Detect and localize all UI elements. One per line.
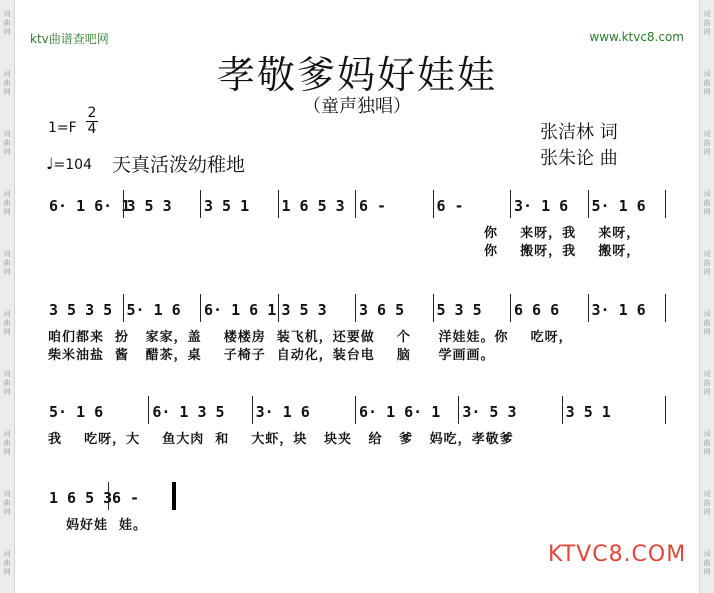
measure-notes: 6· 1 3 5 [152,403,225,421]
notation-line [46,482,668,516]
bar-line [665,190,666,218]
measure [253,396,356,430]
measure [434,294,512,328]
measure [279,190,357,224]
song-title: 孝敬爹妈好娃娃 [216,53,497,97]
measure-notes: 3· 1 6 [255,403,310,421]
time-signature [86,106,98,137]
measure-notes: 3 5 1 [565,403,611,421]
measure-notes: 1 6 5 3 [49,489,113,507]
measure [201,190,279,224]
footer-logo-text: KTVC8.COM [548,542,687,567]
site-watermark-left: ktv曲谱查吧网 [30,32,109,46]
score-row-3 [46,396,668,430]
side-watermark-glyphs: 词 曲 网 [3,430,11,456]
side-watermark-glyphs: 词 曲 网 [703,370,711,396]
measure [356,396,459,430]
side-watermark-glyphs: 词 曲 网 [3,190,11,216]
measure [356,294,434,328]
side-watermark-glyphs: 词 曲 网 [703,550,711,576]
side-watermark-glyphs: 词 曲 网 [3,550,11,576]
measure-notes: 3· 1 6 [514,197,569,215]
meter-top: 2 [87,105,97,121]
measure [279,294,357,328]
song-subtitle: （童声独唱） [303,96,411,117]
measure-notes: 3 6 5 [359,301,405,319]
side-watermark-glyphs: 词 曲 网 [3,70,11,96]
score-row-4 [46,482,668,516]
measure [434,190,512,224]
measure-notes: 5 3 5 [436,301,482,319]
tempo-value: =104 [53,157,92,173]
notation-line [46,294,668,328]
measure [46,396,149,430]
side-watermark-glyphs: 词 曲 网 [3,250,11,276]
lyric-line-2a: 咱们都来 扮 家家，盖 楼楼房 装飞机，还要做 个 洋娃娃。你 吃呀， [48,330,573,345]
measure-notes: 6 6 6 [514,301,560,319]
measure-notes: 6· 1 6· 1 [359,403,441,421]
side-watermark-glyphs: 词 曲 网 [703,10,711,36]
composer-credit: 张朱论 曲 [540,148,618,169]
measure-notes: 5· 1 6 [591,197,646,215]
measure [589,294,667,328]
tempo-marking [46,154,92,173]
side-watermark-glyphs: 词 曲 网 [703,70,711,96]
measure [46,294,124,328]
measure-notes: 6 - [112,489,140,507]
side-watermark-glyphs: 词 曲 网 [703,490,711,516]
side-watermark-glyphs: 词 曲 网 [3,130,11,156]
score-row-2 [46,294,668,328]
side-watermark-glyphs: 词 曲 网 [703,250,711,276]
measure-notes: 3· 5 3 [462,403,517,421]
measure-notes: 5· 1 6 [126,301,181,319]
side-watermark-glyphs: 词 曲 网 [703,310,711,336]
final-bar-line [172,482,176,510]
measure [124,294,202,328]
quarter-note-icon: ♩ [46,154,54,173]
measure-notes: 3 5 3 [281,301,327,319]
side-watermark-glyphs: 词 曲 网 [3,490,11,516]
measure-notes: 6· 1 6· 1 [49,197,131,215]
score-row-1 [46,190,668,224]
side-watermark-glyphs: 词 曲 网 [703,430,711,456]
measure-notes: 6· 1 6 1 [204,301,277,319]
side-watermark-glyphs: 词 曲 网 [3,370,11,396]
measure-notes: 5· 1 6 [49,403,104,421]
side-watermark-glyphs: 词 曲 网 [703,190,711,216]
lyric-line-1b: 你 搬呀，我 搬呀， [484,244,641,259]
site-watermark-right: www.ktvc8.com [589,30,684,44]
lyric-line-2b: 柴米油盐 酱 醋茶，桌 子椅子 自动化，装台电 脑 学画画。 [48,348,495,363]
lyricist-credit: 张洁林 词 [540,122,618,143]
measure [589,190,667,224]
measure-notes: 3 5 3 [126,197,172,215]
measure [46,482,113,516]
notation-line [46,396,668,430]
measure-notes: 6 - [359,197,387,215]
measure-notes: 6 - [436,197,464,215]
meter-bottom: 4 [87,121,97,137]
side-watermark-glyphs: 词 曲 网 [3,10,11,36]
credits [540,120,618,172]
measure [356,190,434,224]
lyric-line-1a: 你 来呀，我 来呀， [484,226,641,241]
side-watermark-glyphs: 词 曲 网 [703,130,711,156]
measure [563,396,666,430]
measure-notes: 3 5 3 5 [49,301,113,319]
measure [459,396,562,430]
bar-line [665,396,666,424]
measure-notes: 3 5 1 [204,197,250,215]
measure [511,294,589,328]
measure-notes: 1 6 5 3 [281,197,345,215]
measure [201,294,279,328]
measure [124,190,202,224]
notation-line [46,190,668,224]
lyric-line-3a: 我 吃呀，大 鱼大肉 和 大虾，块 块夹 给 爹 妈吃，孝敬爹 [48,432,514,447]
side-watermark-glyphs: 词 曲 网 [3,310,11,336]
footer-logo [548,542,686,567]
key-signature: 1=F [48,120,77,136]
measure [149,396,252,430]
bar-line [665,294,666,322]
measure [46,190,131,224]
lyric-line-4a: 妈好娃 娃。 [66,518,148,533]
measure [109,482,172,516]
measure [511,190,589,224]
expression-marking: 天真活泼幼稚地 [112,154,246,176]
measure-notes: 3· 1 6 [591,301,646,319]
